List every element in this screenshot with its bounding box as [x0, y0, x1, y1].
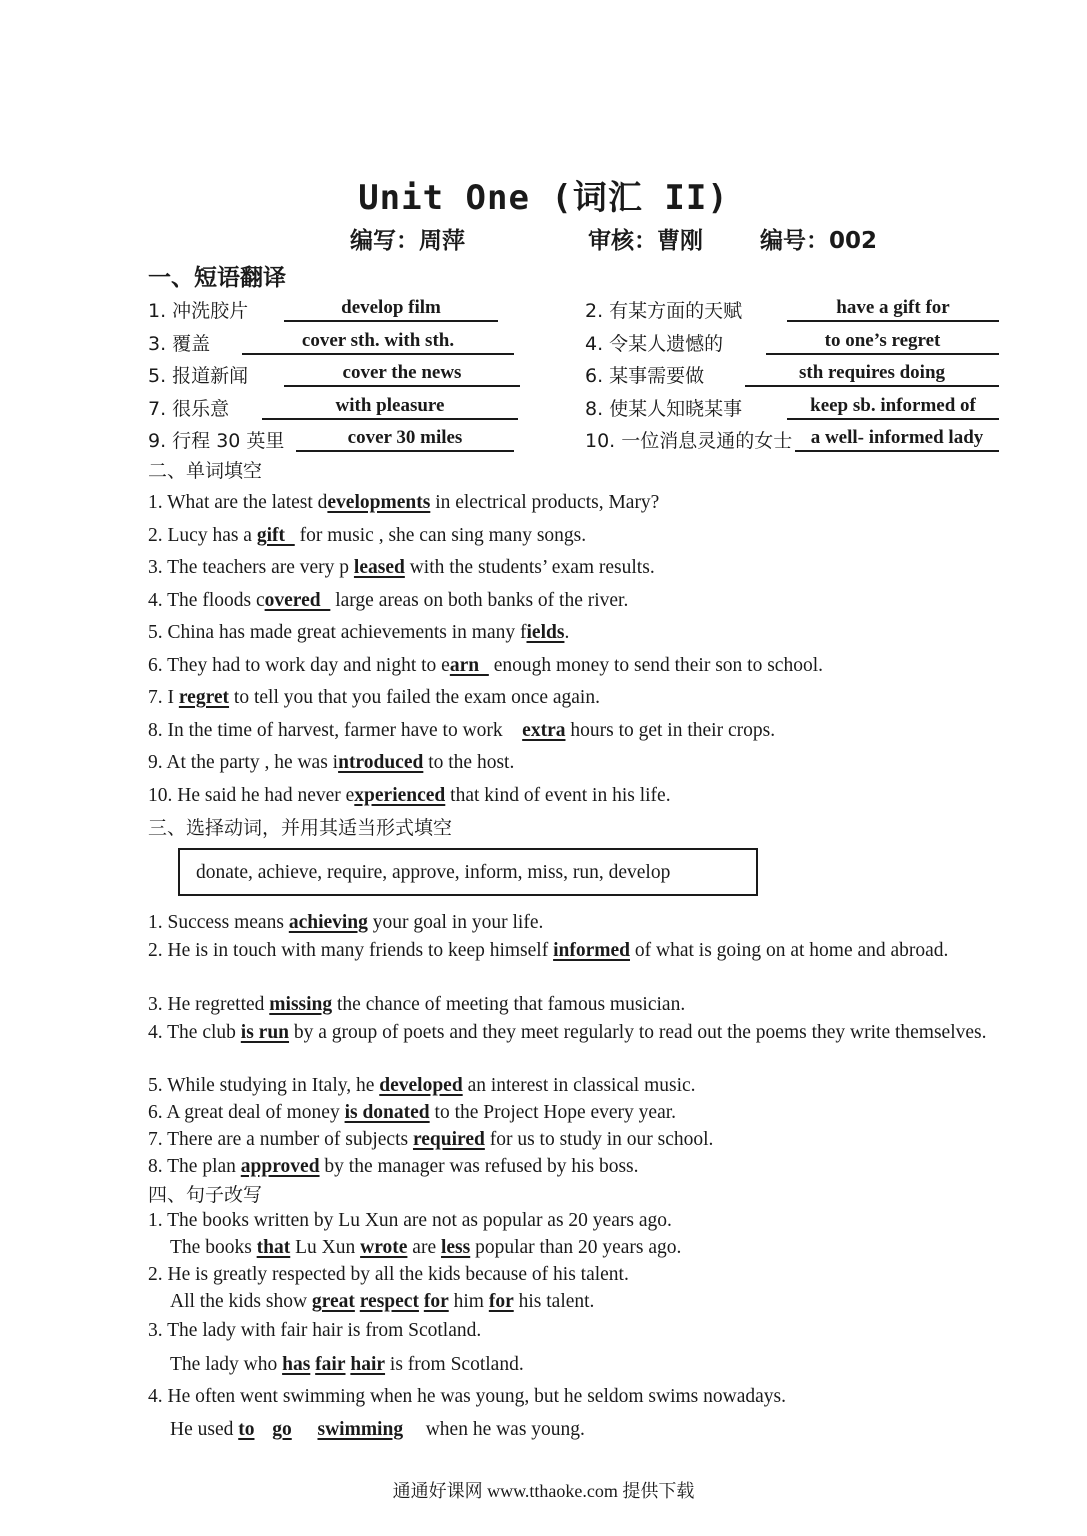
rewrite-answer [148, 1417, 1022, 1443]
verb-fill-item [148, 1127, 1000, 1153]
verb-fill-item [148, 910, 1000, 936]
word-fill-item [148, 750, 1000, 776]
phrase-label: 8. 使某人知晓某事 [585, 398, 743, 420]
sentence-text: by a group of poets and they meet regularly to read out the poems they write themselves. [289, 1022, 987, 1043]
answer-word: regret [178, 687, 230, 708]
answer-word: overed [264, 590, 331, 611]
sentence-text: 6. A great deal of money [148, 1102, 345, 1123]
sentence-text: him [448, 1291, 489, 1312]
answer-word: is run [240, 1022, 290, 1043]
sentence-text: 9. At the party , he was i [148, 752, 339, 773]
sentence-text: 7. There are a number of subjects [148, 1129, 413, 1150]
rewrite-answer [148, 1235, 1022, 1261]
sentence-text: 5. While studying in Italy, he [148, 1075, 380, 1096]
verb-fill-item [148, 1073, 1000, 1099]
answer-word: respect [359, 1291, 419, 1312]
phrase-label: 6. 某事需要做 [585, 365, 705, 387]
answer-word: evelopments [327, 492, 431, 513]
phrase-answer: cover 30 miles [296, 426, 514, 452]
phrase-answer: to one’s regret [766, 329, 999, 355]
sentence-text: popular than 20 years ago. [470, 1237, 682, 1258]
reviewer-label: 审核：曹刚 [588, 228, 703, 254]
sentence-text: to the host. [423, 752, 515, 773]
sentence-text: an interest in classical music. [462, 1075, 696, 1096]
phrase-label: 5. 报道新闻 [148, 365, 249, 387]
answer-word: ields [526, 622, 565, 643]
verb-fill-item [148, 1019, 1000, 1046]
answer-word: is donated [344, 1102, 430, 1123]
sentence-text: Lu Xun [290, 1237, 361, 1258]
phrase-answer: develop film [284, 296, 498, 322]
answer-word: fair [315, 1354, 346, 1375]
document-number: 编号：002 [760, 228, 878, 254]
phrase-answer: with pleasure [262, 394, 518, 420]
sentence-text: 4. The floods c [148, 590, 265, 611]
answer-word: great [311, 1291, 355, 1312]
word-fill-item [148, 685, 1000, 711]
verb-fill-item [148, 1154, 1000, 1180]
phrase-answer: have a gift for [787, 296, 999, 322]
sentence-text: when he was young. [420, 1419, 585, 1440]
sentence-text: by the manager was refused by his boss. [319, 1156, 639, 1177]
sentence-text: his talent. [513, 1291, 595, 1312]
answer-word: xperienced [354, 785, 446, 806]
answer-word: extra [522, 720, 566, 741]
sentence-text: 10. He said he had never e [148, 785, 355, 806]
sentence-text: 7. I [148, 687, 179, 708]
sentence-text: The lady who [170, 1354, 283, 1375]
answer-word: less [440, 1237, 471, 1258]
sentence-text: 4. The club [148, 1022, 241, 1043]
answer-word: wrote [360, 1237, 408, 1258]
sentence-text: 3. He regretted [148, 994, 270, 1015]
answer-word: to [238, 1419, 255, 1440]
answer-word: informed [553, 940, 630, 961]
word-fill-item [148, 588, 1000, 614]
answer-word: missing [269, 994, 333, 1015]
answer-word: for [488, 1291, 514, 1312]
answer-word: developed [379, 1075, 463, 1096]
word-fill-item [148, 653, 1000, 679]
sentence-text: is from Scotland. [385, 1354, 524, 1375]
footer-text: 通通好课网 www.tthaoke.com 提供下载 [392, 1481, 695, 1501]
document-meta [0, 222, 1087, 252]
word-fill-item [148, 783, 1000, 809]
rewrite-question: 1. The books written by Lu Xun are not as popular as 20 years ago. [148, 1210, 672, 1231]
section4-heading: 四、句子改写 [148, 1184, 263, 1206]
verb-fill-item [148, 937, 1000, 964]
verb-fill-item [148, 992, 1000, 1018]
sentence-text: 6. They had to work day and night to e [148, 655, 450, 676]
answer-word: go [272, 1419, 292, 1440]
sentence-text: of what is going on at home and abroad. [630, 940, 949, 961]
verb-fill-item [148, 1100, 1000, 1126]
answer-word: approved [240, 1156, 320, 1177]
page-title: Unit One (词汇 II) [358, 178, 729, 218]
sentence-text: 8. The plan [148, 1156, 241, 1177]
sentence-text: in electrical products, Mary? [430, 492, 660, 513]
phrase-label: 3. 覆盖 [148, 333, 211, 355]
rewrite-question: 4. He often went swimming when he was young, but he seldom swims nowadays. [148, 1386, 786, 1407]
sentence-text: the chance of meeting that famous musician. [332, 994, 686, 1015]
sentence-text: 5. China has made great achievements in many f [148, 622, 527, 643]
phrase-answer: a well- informed lady [795, 426, 999, 452]
answer-word: for [423, 1291, 449, 1312]
phrase-label: 9. 行程 30 英里 [148, 430, 285, 452]
section2-heading: 二、单词填空 [148, 460, 263, 482]
author-label: 编写：周萍 [350, 228, 465, 254]
sentence-text: 3. The teachers are very p [148, 557, 354, 578]
section1-heading: 一、短语翻译 [148, 265, 286, 291]
sentence-text: for us to study in our school. [484, 1129, 714, 1150]
sentence-text: 8. In the time of harvest, farmer have to work [148, 720, 523, 741]
answer-word: leased [353, 557, 405, 578]
answer-word: hair [350, 1354, 386, 1375]
sentence-text: with the students’ exam results. [404, 557, 655, 578]
sentence-text: 1. What are the latest d [148, 492, 328, 513]
phrase-label: 1. 冲洗胶片 [148, 300, 249, 322]
phrase-label: 4. 令某人遗憾的 [585, 333, 724, 355]
answer-word: ntroduced [338, 752, 424, 773]
answer-word: achieving [288, 912, 368, 933]
sentence-text: to the Project Hope every year. [429, 1102, 677, 1123]
sentence-text: . [564, 622, 570, 643]
sentence-text: The books [170, 1237, 257, 1258]
answer-word: gift [256, 525, 295, 546]
sentence-text: 2. He is in touch with many friends to keep himself [148, 940, 554, 961]
answer-word: has [282, 1354, 311, 1375]
sentence-text: enough money to send their son to school. [488, 655, 824, 676]
phrase-label: 2. 有某方面的天赋 [585, 300, 743, 322]
sentence-text: are [407, 1237, 441, 1258]
phrase-answer: sth requires doing [745, 361, 999, 387]
word-fill-item [148, 490, 1000, 516]
rewrite-question: 3. The lady with fair hair is from Scotland. [148, 1320, 482, 1341]
word-fill-item [148, 523, 1000, 549]
section3-heading: 三、选择动词，并用其适当形式填空 [148, 817, 453, 839]
answer-word: required [412, 1129, 485, 1150]
word-fill-item [148, 620, 1000, 646]
sentence-text: your goal in your life. [367, 912, 544, 933]
sentence-text: 1. Success means [148, 912, 289, 933]
sentence-text: 2. Lucy has a [148, 525, 257, 546]
rewrite-answer [148, 1352, 1022, 1378]
word-fill-item [148, 555, 1000, 581]
sentence-text: He used [170, 1419, 239, 1440]
sentence-text: that kind of event in his life. [445, 785, 671, 806]
answer-word: that [256, 1237, 291, 1258]
phrase-label: 7. 很乐意 [148, 398, 230, 420]
word-fill-item [148, 718, 1000, 744]
phrase-answer: keep sb. informed of [787, 394, 999, 420]
sentence-text: to tell you that you failed the exam once again. [229, 687, 600, 708]
sentence-text: large areas on both banks of the river. [330, 590, 629, 611]
rewrite-answer [148, 1289, 1022, 1315]
phrase-label: 10. 一位消息灵通的女士 [585, 430, 793, 452]
answer-word: swimming [317, 1419, 404, 1440]
phrase-answer: cover the news [284, 361, 520, 387]
word-bank-box: donate, achieve, require, approve, inform, miss, run, develop [178, 848, 758, 896]
sentence-text: for music , she can sing many songs. [294, 525, 587, 546]
rewrite-question: 2. He is greatly respected by all the kids because of his talent. [148, 1264, 629, 1285]
phrase-answer: cover sth. with sth. [242, 329, 514, 355]
sentence-text: All the kids show [170, 1291, 312, 1312]
sentence-text: hours to get in their crops. [565, 720, 776, 741]
answer-word: arn [449, 655, 489, 676]
